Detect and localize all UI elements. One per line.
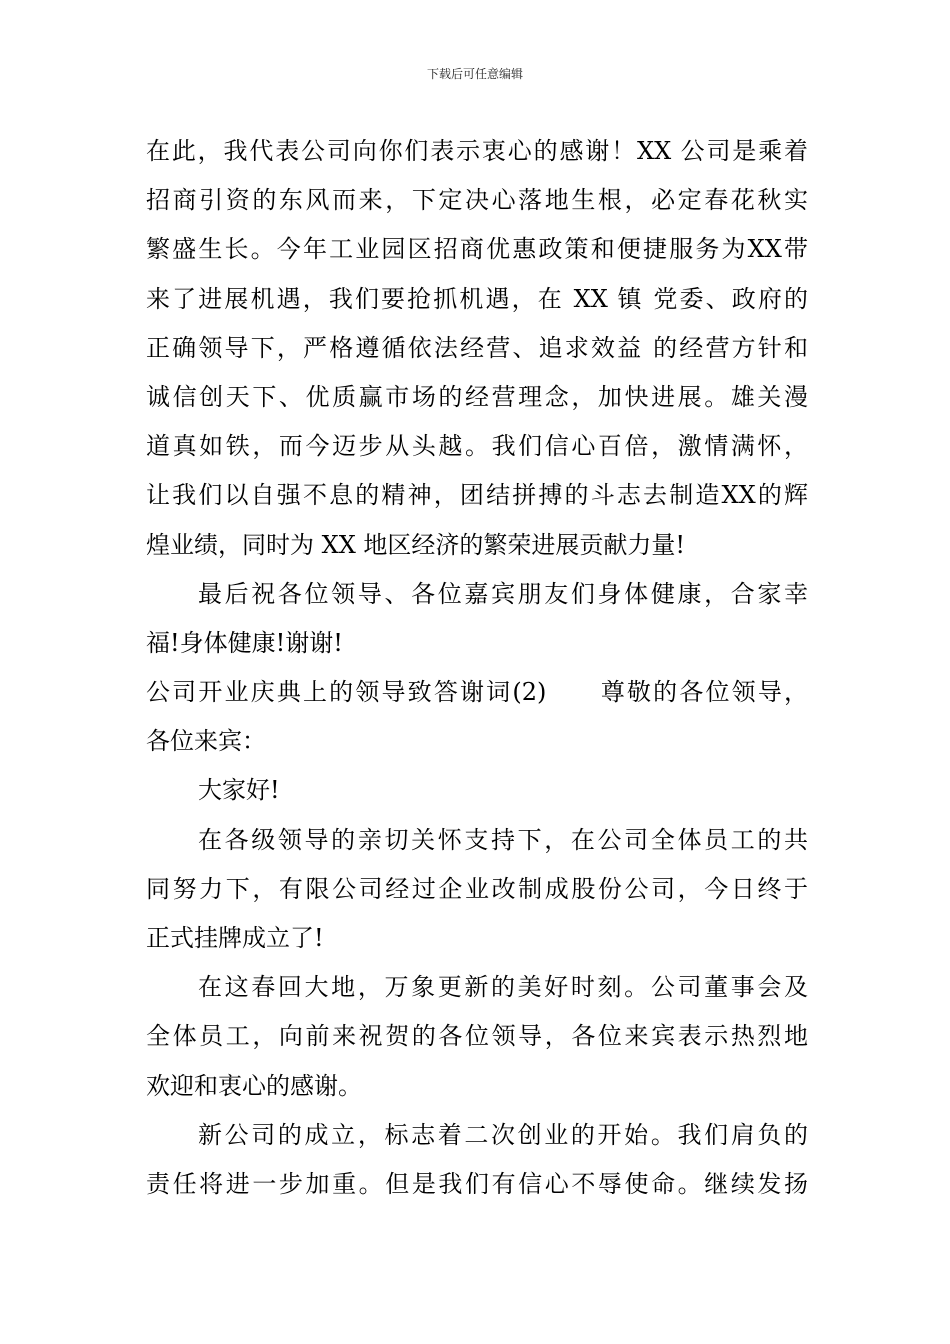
text-line: 道真如铁，而今迈步从头越。我们信心百倍，激情满怀， [146,432,808,461]
text-line: 招商引资的东风而来，下定决心落地生根，必定春花秋实 [146,186,808,215]
text-line: 最后祝各位领导、各位嘉宾朋友们身体健康，合家幸 [198,579,808,608]
text-line: 煌业绩，同时为 XX 地区经济的繁荣进展贡献力量! [146,530,686,559]
header-note: 下载后可任意编辑 [426,67,523,81]
text-line: 在这春回大地，万象更新的美好时刻。公司董事会及 [198,973,808,1002]
text-line: 同努力下，有限公司经过企业改制成股份公司，今日终于 [146,874,808,903]
section-title-line: 公司开业庆典上的领导致答谢词(2) 尊敬的各位领导， [146,678,808,707]
text-line: 诚信创天下、优质赢市场的经营理念，加快进展。雄关漫 [146,382,808,411]
text-line: 正式挂牌成立了! [146,924,324,952]
text-line: 福!身体健康!谢谢! [146,628,343,657]
text-line: 来了进展机遇，我们要抢抓机遇，在 XX 镇 党委、政府的 [146,284,808,313]
text-line: 让我们以自强不息的精神，团结拼搏的斗志去制造XX的辉 [146,481,808,510]
text-line: 责任将进一步加重。但是我们有信心不辱使命。继续发扬 [146,1169,808,1198]
text-line: 各位来宾： [146,727,266,756]
greeting-line: 大家好! [198,776,280,805]
text-line: 繁盛生长。今年工业园区招商优惠政策和便捷服务为XX带 [146,235,808,264]
text-line: 正确领导下，严格遵循依法经营、追求效益 的经营方针和 [146,333,808,362]
text-line: 在各级领导的亲切关怀支持下，在公司全体员工的共 [198,825,808,854]
text-line: 在此，我代表公司向你们表示衷心的感谢！XX 公司是乘着 [146,137,808,165]
text-line: 欢迎和衷心的感谢。 [146,1071,362,1100]
text-line: 新公司的成立，标志着二次创业的开始。我们肩负的 [198,1120,808,1149]
document-body [146,127,808,1209]
text-line: 全体员工，向前来祝贺的各位领导，各位来宾表示热烈地 [146,1022,808,1051]
